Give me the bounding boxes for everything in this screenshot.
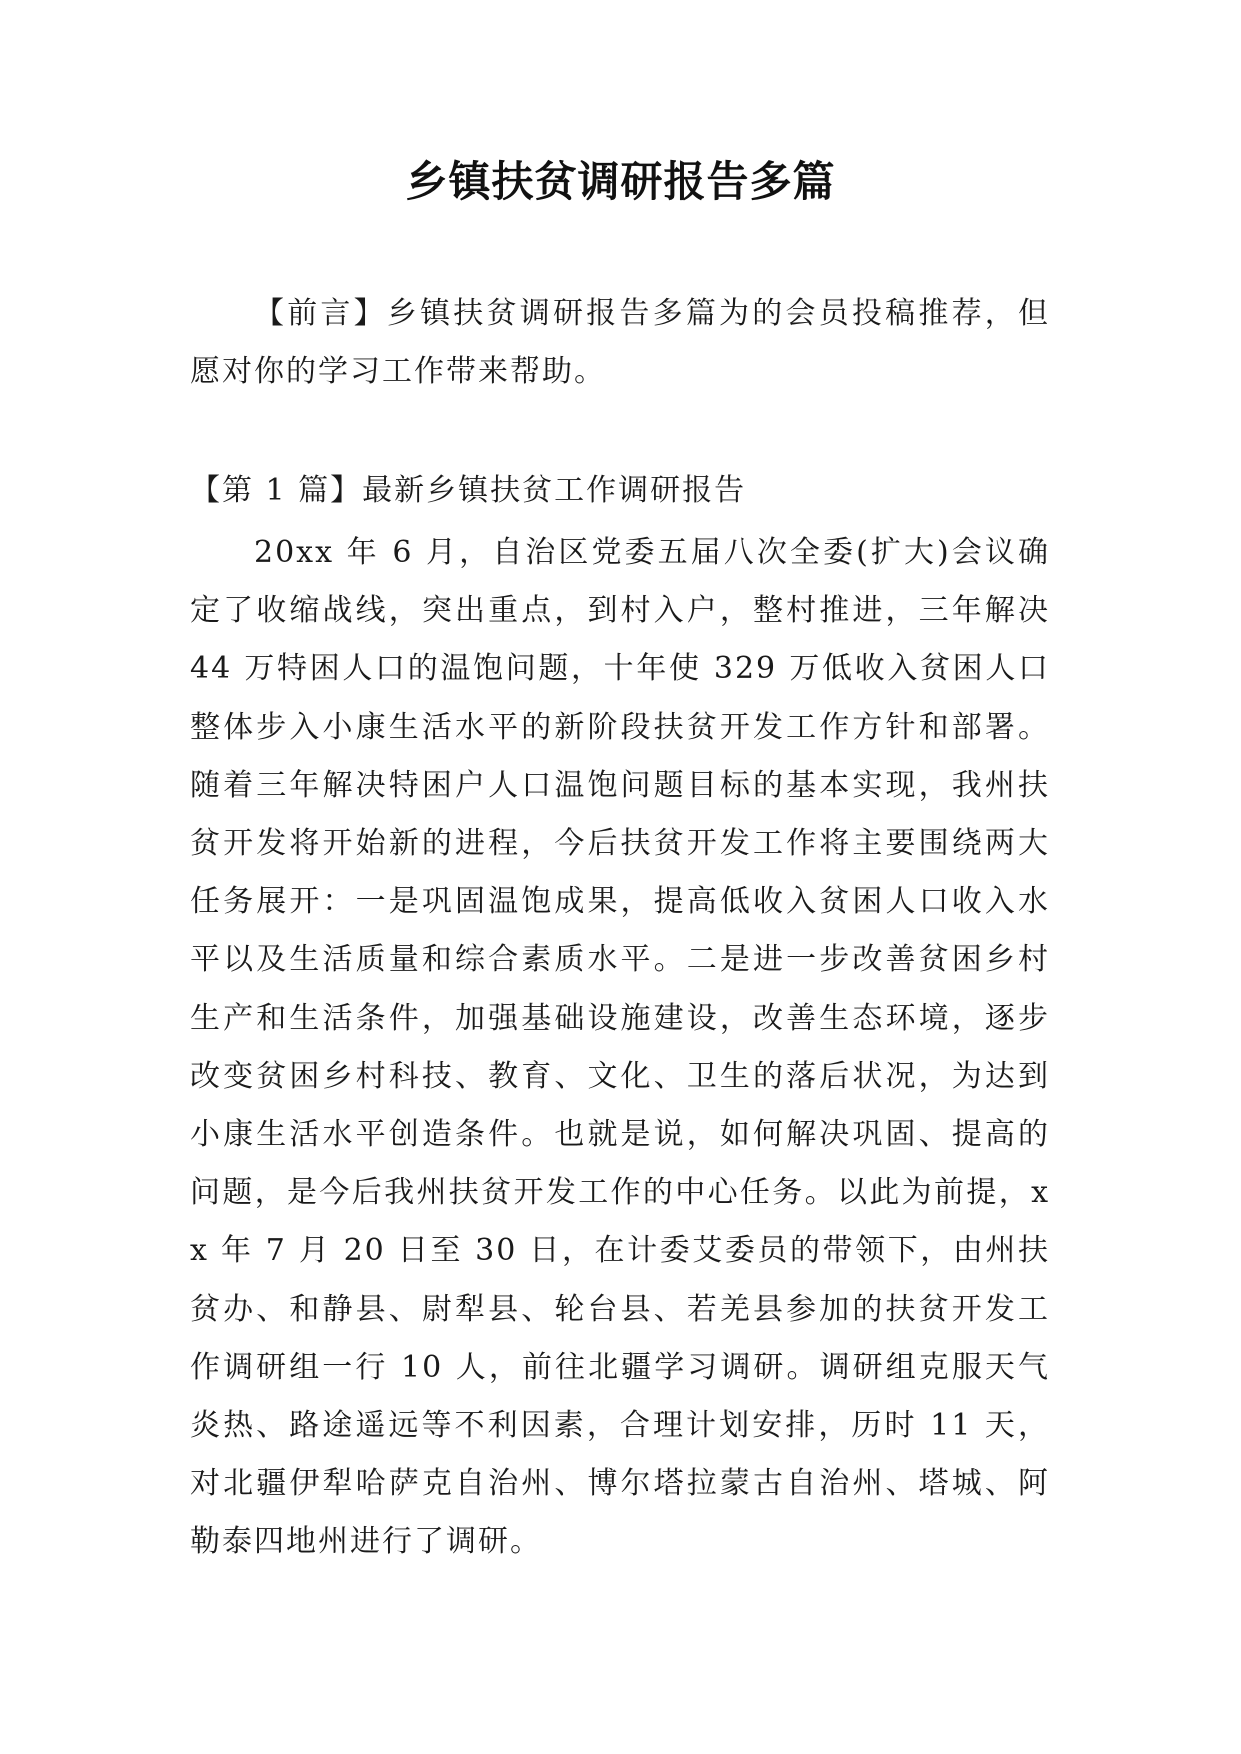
body-paragraph: 20xx 年 6 月，自治区党委五届八次全委(扩大)会议确定了收缩战线，突出重点，到村入户，整村推进，三年解决 44 万特困人口的温饱问题，十年使 329 万低收入贫困人口整体步入小康生活水平的新阶段扶贫开发工作方针和部署。随着三年解决特困户人口温饱问题目标的基本实现，我州扶贫开发将开始新的进程，今后扶贫开发工作将主要围绕两大任务展开：一是巩固温饱成果，提高低收入贫困人口收入水平以及生活质量和综合素质水平。二是进一步改善贫困乡村生产和生活条件，加强基础设施建设，改善生态环境，逐步改变贫困乡村科技、教育、文化、卫生的落后状况，为达到小康生活水平创造条件。也就是说，如何解决巩固、提高的问题，是今后我州扶贫开发工作的中心任务。以此为前提，xx 年 7 月 20 日至 30 日，在计委艾委员的带领下，由州扶贫办、和静县、尉犁县、轮台县、若羌县参加的扶贫开发工作调研组一行 10 人，前往北疆学习调研。调研组克服天气炎热、路途遥远等不利因素，合理计划安排，历时 11 天，对北疆伊犁哈萨克自治州、博尔塔拉蒙古自治州、塔城、阿勒泰四地州进行了调研。 <box>190 535 1050 1560</box>
section-heading: 【第 1 篇】最新乡镇扶贫工作调研报告 <box>190 473 747 508</box>
document-title: 乡镇扶贫调研报告多篇 <box>405 157 836 206</box>
preface-paragraph: 【前言】乡镇扶贫调研报告多篇为的会员投稿推荐，但愿对你的学习工作带来帮助。 <box>190 296 1050 389</box>
